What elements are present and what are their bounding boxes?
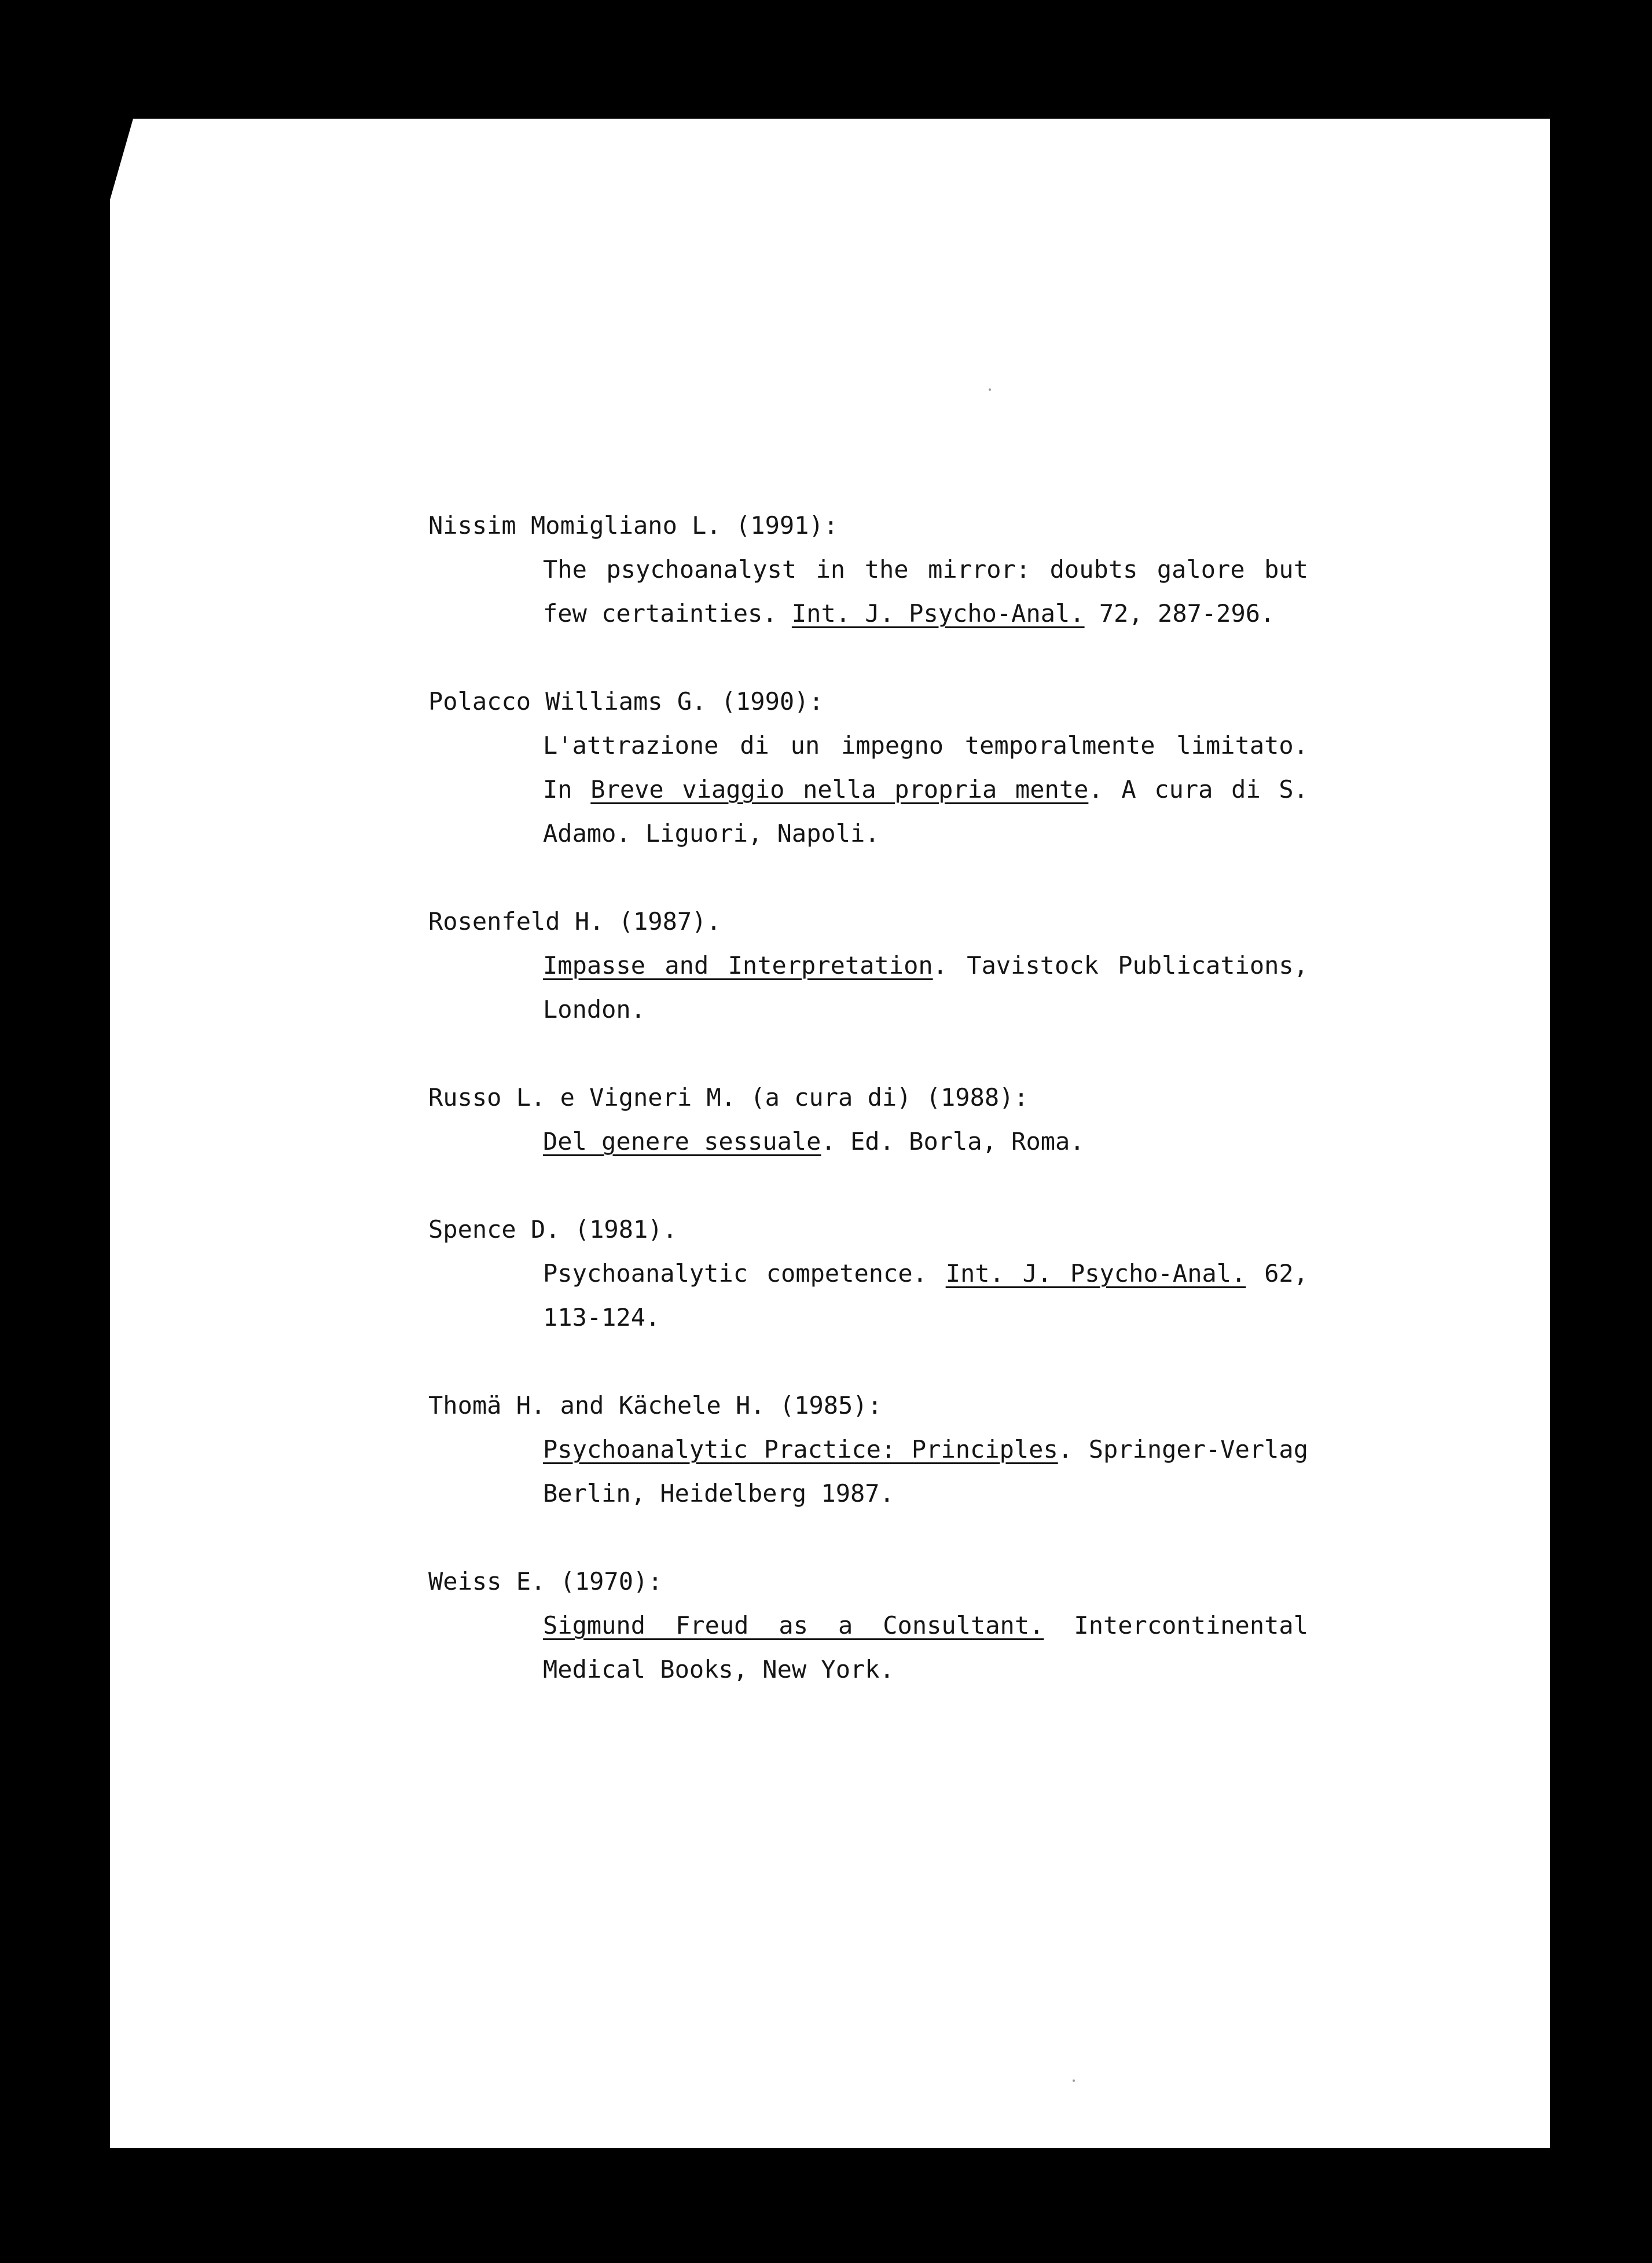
reference-citation: [428, 1604, 1308, 1692]
reference-citation: [428, 944, 1308, 1032]
reference-list: [428, 504, 1308, 1736]
paper-speck: [1073, 2079, 1075, 2082]
paper-speck: [989, 388, 991, 391]
underlined-title: Impasse and Interpretation: [543, 951, 933, 980]
underlined-title: Psychoanalytic Practice: Principles: [543, 1435, 1058, 1464]
underlined-title: Sigmund Freud as a Consultant.: [543, 1611, 1044, 1640]
citation-text: . Tavistock Publications, London.: [543, 951, 1308, 1024]
reference-author: Russo L. e Vigneri M. (a cura di) (1988):: [428, 1083, 1029, 1112]
underlined-title: Int. J. Psycho-Anal.: [791, 599, 1085, 628]
reference-citation: [428, 548, 1308, 636]
reference-citation: [428, 1428, 1308, 1516]
citation-text: . Springer-Verlag Berlin, Heidelberg 1987.: [543, 1435, 1308, 1508]
underlined-title: Int. J. Psycho-Anal.: [945, 1259, 1246, 1288]
citation-text: Psychoanalytic competence.: [543, 1259, 946, 1288]
underlined-title: Breve viaggio nella propria mente: [590, 775, 1089, 804]
citation-text: . A cura di S. Adamo. Liguori, Napoli.: [543, 775, 1308, 848]
citation-text: L'attrazione di un impegno temporalmente limitato. In: [543, 731, 1308, 804]
reference-entry: [428, 1384, 1308, 1516]
reference-author: Spence D. (1981).: [428, 1215, 677, 1244]
reference-author: Rosenfeld H. (1987).: [428, 907, 721, 936]
reference-entry: [428, 504, 1308, 636]
reference-entry: [428, 680, 1308, 856]
reference-citation: [428, 1252, 1308, 1340]
citation-text: The psychoanalyst in the mirror: doubts galore but few certainties.: [543, 555, 1308, 628]
reference-entry: [428, 1076, 1308, 1164]
citation-text: . Ed. Borla, Roma.: [821, 1127, 1085, 1156]
citation-text: 62, 113-124.: [543, 1259, 1308, 1332]
reference-author: Polacco Williams G. (1990):: [428, 687, 824, 716]
reference-author: Thomä H. and Kächele H. (1985):: [428, 1391, 882, 1420]
reference-citation: [428, 724, 1308, 856]
reference-author: Weiss E. (1970):: [428, 1567, 663, 1596]
reference-author: Nissim Momigliano L. (1991):: [428, 511, 839, 540]
reference-entry: [428, 1208, 1308, 1340]
reference-entry: [428, 1560, 1308, 1692]
citation-text: Intercontinental Medical Books, New York.: [543, 1611, 1308, 1684]
reference-citation: [428, 1120, 1308, 1164]
underlined-title: Del genere sessuale: [543, 1127, 821, 1156]
citation-text: 72, 287-296.: [1084, 599, 1275, 628]
reference-entry: [428, 900, 1308, 1032]
